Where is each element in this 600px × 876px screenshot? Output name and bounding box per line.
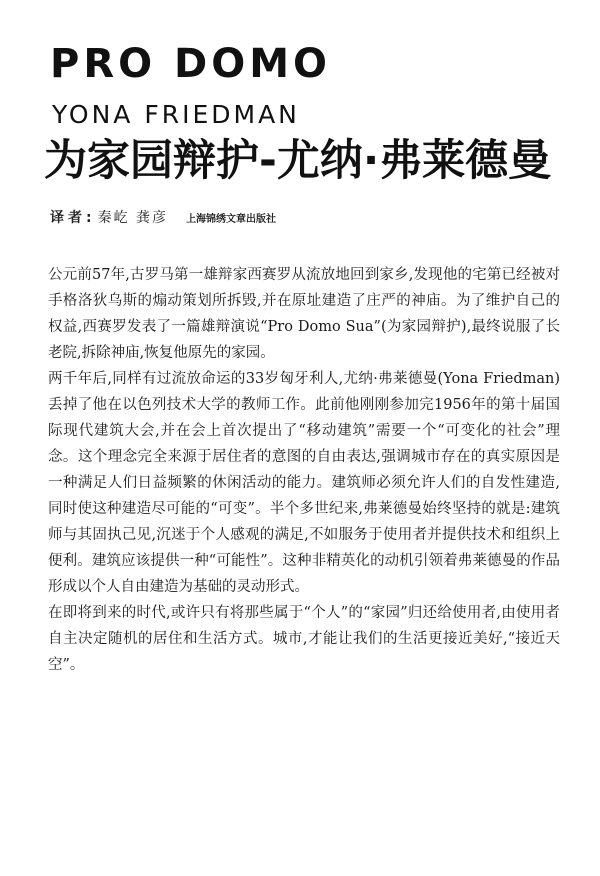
article-body bbox=[48, 262, 560, 678]
chinese-title: 为家园辩护-尤纳·弗莱德曼 bbox=[44, 136, 552, 186]
paragraph: 在即将到来的时代,或许只有将那些属于“个人”的“家园”归还给使用者,由使用者自主决定随机的居住和生活方式。城市,才能让我们的生活更接近美好,“接近天空”。 bbox=[48, 605, 560, 673]
credits-line bbox=[50, 207, 276, 227]
paragraph: 两千年后,同样有过流放命运的33岁匈牙利人,尤纳·弗莱德曼(Yona Friedman)丢掉了他在以色列技术大学的教师工作。此前他刚刚参加完1956年的第十届国际现代建筑大会,并在会上首次提出了“移动建筑”需要一个“可变化的社会”理念。这个理念完全来源于居住者的意图的自由表达,强调城市存在的真实原因是一种满足人们日益频繁的休闲活动的能力。建筑师必须允许人们的自发性建造,同时使这种建造尽可能的“可变”。半个多世纪来,弗莱德曼始终坚持的就是:建筑师与其固执己见,沉迷于个人感观的满足,不如服务于使用者并提供技术和组织上便利。建筑应该提供一种“可能性”。这种非精英化的动机引领着弗莱德曼的作品形成以个人自由建造为基础的灵动形式。 bbox=[48, 371, 560, 595]
translator-names: 秦屹 龚彦 bbox=[97, 210, 169, 226]
publisher-name: 上海锦绣文章出版社 bbox=[186, 214, 277, 225]
paragraph: 公元前57年,古罗马第一雄辩家西赛罗从流放地回到家乡,发现他的宅第已经被对手格洛狄乌斯的煽动策划所拆毁,并在原址建造了庄严的神庙。为了维护自己的权益,西赛罗发表了一篇雄辩演说“Pro Domo Sua”(为家园辩护),最终说服了长老院,拆除神庙,恢复他原先的家园。 bbox=[48, 267, 560, 361]
english-author: YONA FRIEDMAN bbox=[52, 100, 300, 129]
english-title: PRO DOMO bbox=[50, 41, 332, 87]
translator-label: 译者: bbox=[50, 210, 96, 226]
